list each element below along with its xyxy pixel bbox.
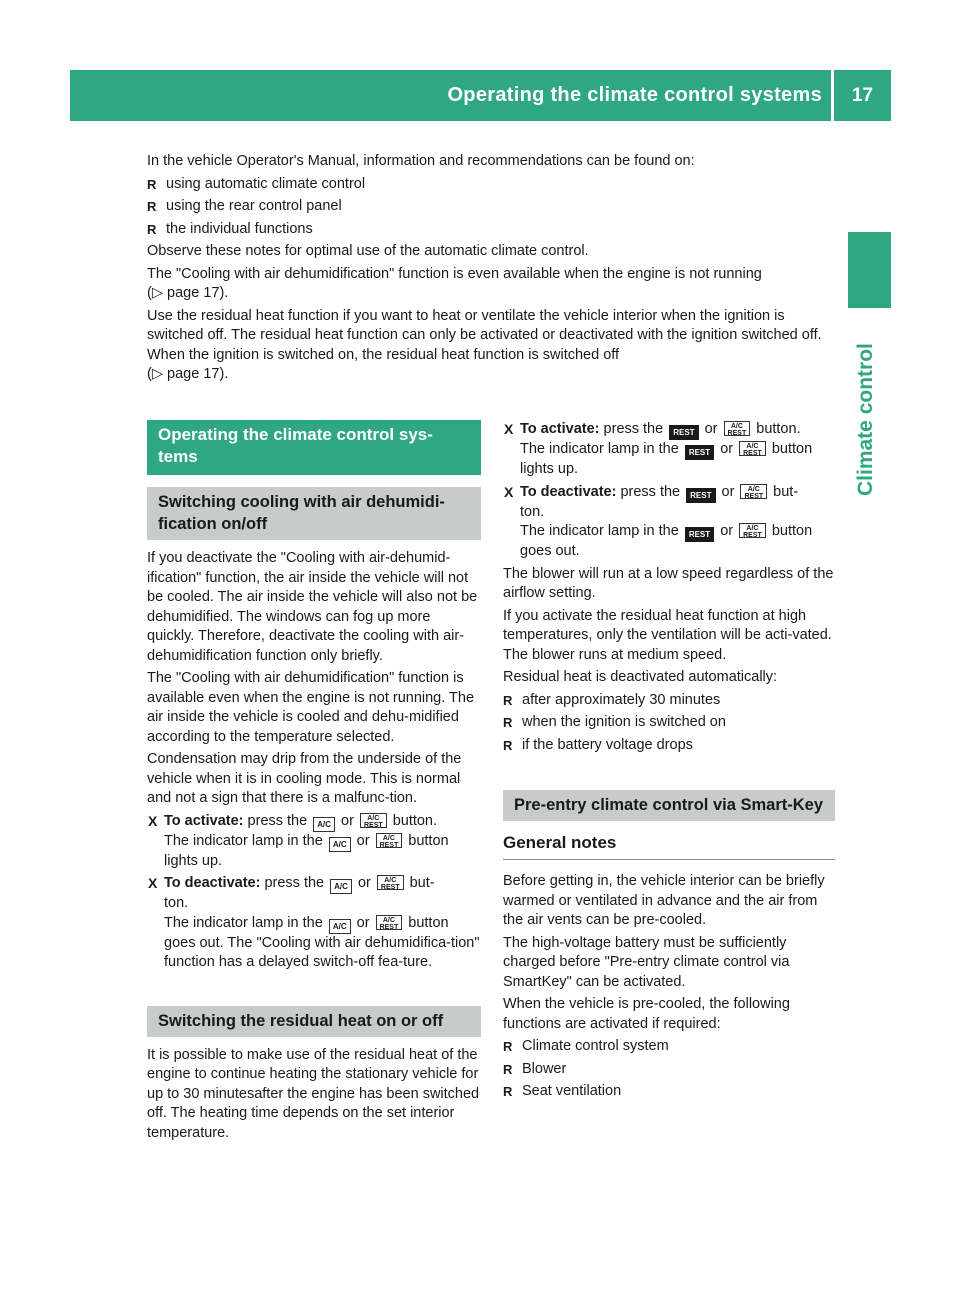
rest-button-icon: REST (669, 425, 698, 440)
intro-paragraph: The "Cooling with air dehumidification" function is even available when the engine is not running (▷ page 17). (147, 265, 762, 301)
paragraph: The blower will run at a low speed regardless of the airflow setting. (503, 565, 834, 601)
intro-lead: In the vehicle Operator's Manual, information and recommendations can be found on: (147, 153, 695, 169)
instruction-step: X To activate: press the A/C or A/C REST button. The indicator lamp in the A/C or A/C REST button lights up. (147, 812, 481, 872)
page-ref-icon: ▷ (151, 366, 163, 382)
instruction-step: X To deactivate: press the A/C or A/C REST but- ton. The indicator lamp in the A/C or A/C REST button goes out. The "Cooling with air dehumidifica-tion" function has a delayed switch-off fea-ture. (147, 874, 481, 973)
subsection-heading: Pre-entry climate control via Smart-Key (503, 790, 835, 821)
ac-rest-button-icon: A/C REST (377, 875, 404, 890)
page-number: 17 (851, 85, 874, 106)
list-item: R using automatic climate control (147, 175, 837, 195)
intro-section (147, 152, 837, 388)
ac-rest-button-icon: A/C REST (376, 915, 403, 930)
ac-button-icon: A/C (313, 817, 335, 832)
ac-rest-button-icon: A/C REST (740, 484, 767, 499)
chapter-tab-label: Climate control (854, 343, 877, 496)
ac-rest-button-icon: A/C REST (360, 813, 387, 828)
list-item: R Seat ventilation (503, 1082, 835, 1102)
subsection-heading: Switching the residual heat on or off (147, 1006, 481, 1037)
ac-rest-button-icon: A/C REST (739, 523, 766, 538)
ac-button-icon: A/C (329, 919, 351, 934)
intro-paragraph: Use the residual heat function if you want to heat or ventilate the vehicle interior when the ignition is switched off. The residual heat function can only be activated or deactivated with the ignition switched off. When the ignition is switched on, the residual heat function is switched off (▷ page 17). (147, 307, 822, 382)
list-item: R if the battery voltage drops (503, 736, 835, 756)
paragraph: It is possible to make use of the residual heat of the engine to continue heating the stationary vehicle for up to 30 minutesafter the engine has been switched off. The heating time depends on the set interior temperature. (147, 1046, 480, 1141)
list-item: R when the ignition is switched on (503, 713, 835, 733)
rest-button-icon: REST (685, 527, 714, 542)
chapter-tab-marker (848, 232, 891, 308)
rest-button-icon: REST (686, 488, 715, 503)
subsection-heading-general: General notes (503, 830, 835, 860)
paragraph: If you deactivate the "Cooling with air-dehumid-ification" function, the air inside the vehicle will not be cooled. The air inside the vehicle will also not be dehumidified. The windows can fog up more quickly. Therefore, deactivate the cooling with air-dehumidification function only briefly. (147, 550, 478, 664)
ac-rest-button-icon: A/C REST (739, 441, 766, 456)
paragraph: When the vehicle is pre-cooled, the following functions are activated if required: (503, 996, 790, 1032)
rest-button-icon: REST (685, 445, 714, 460)
page-ref-icon: ▷ (151, 285, 163, 301)
paragraph: Before getting in, the vehicle interior can be briefly warmed or ventilated in advance and the air from the air vents can be pre-cooled. (503, 873, 825, 928)
paragraph: The high-voltage battery must be sufficiently charged before "Pre-entry climate control via SmartKey" can be activated. (503, 934, 790, 990)
ac-rest-button-icon: A/C REST (724, 421, 751, 436)
instruction-step: X To deactivate: press the REST or A/C REST but- ton. The indicator lamp in the REST or A/C REST button goes out. (503, 483, 835, 562)
list-item: R Climate control system (503, 1037, 835, 1057)
paragraph: Residual heat is deactivated automatically: (503, 669, 778, 685)
ac-button-icon: A/C (330, 879, 352, 894)
list-item: R using the rear control panel (147, 197, 837, 217)
intro-paragraph: Observe these notes for optimal use of the automatic climate control. (147, 243, 589, 259)
right-column (503, 420, 835, 1105)
paragraph: Condensation may drip from the underside of the vehicle when it is in cooling mode. This is normal and not a sign that there is a malfunc-tion. (147, 751, 462, 806)
list-item: R Blower (503, 1060, 835, 1080)
paragraph: If you activate the residual heat function at high temperatures, only the ventilation will be acti-vated. The blower runs at medium speed. (503, 607, 832, 663)
ac-button-icon: A/C (329, 837, 351, 852)
page-title: Operating the climate control systems (447, 84, 822, 106)
ac-rest-button-icon: A/C REST (376, 833, 403, 848)
paragraph: The "Cooling with air dehumidification" function is available even when the engine is not running. The air inside the vehicle is cooled and dehu-midified according to the temperature selected. (147, 670, 475, 745)
list-item: R the individual functions (147, 220, 837, 240)
left-column (147, 420, 481, 1146)
subsection-heading: Switching cooling with air dehumidi-fication on/off (147, 487, 481, 540)
section-heading: Operating the climate control sys-tems (147, 420, 481, 475)
list-item: R after approximately 30 minutes (503, 691, 835, 711)
instruction-step: X To activate: press the REST or A/C REST button. The indicator lamp in the REST or A/C REST button lights up. (503, 420, 835, 480)
